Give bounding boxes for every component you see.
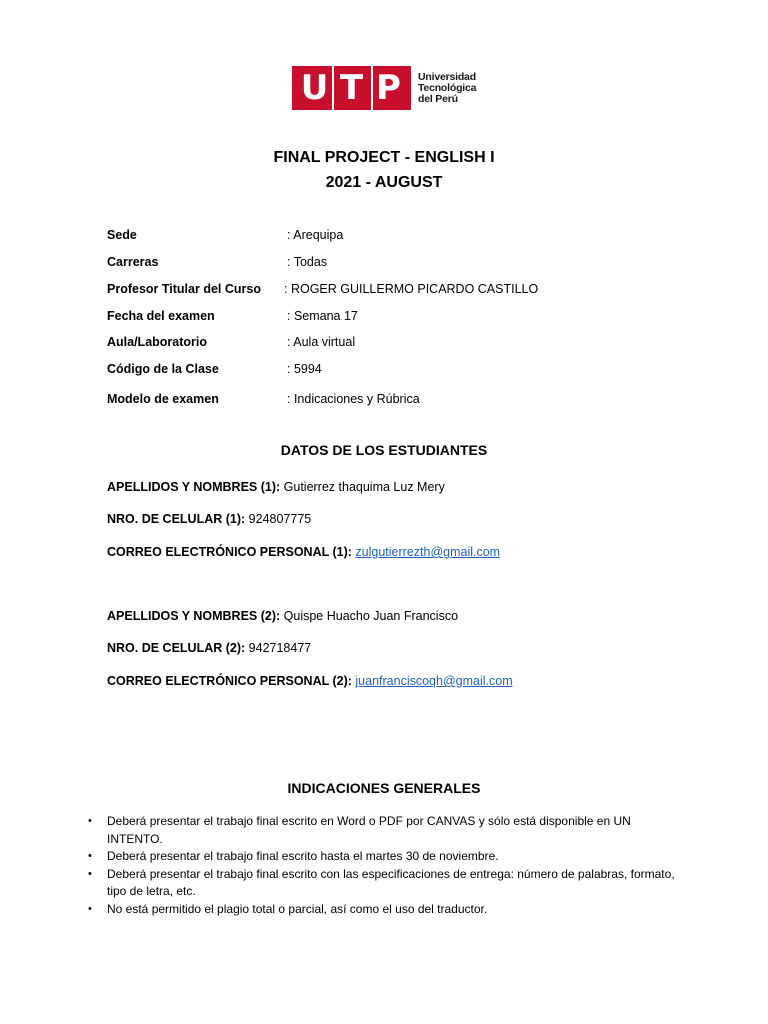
student-phone-label: NRO. DE CELULAR (1):	[107, 512, 246, 526]
indications-heading: INDICACIONES GENERALES	[287, 780, 481, 796]
indication-text: Deberá presentar el trabajo final escrito con las especificaciones de entrega: número de palabras, formato, tipo de letra, etc.	[107, 866, 675, 898]
student-name-label: APELLIDOS Y NOMBRES (2):	[107, 609, 281, 623]
info-value: : 5994	[287, 362, 322, 376]
utp-logo	[292, 66, 476, 110]
list-item	[88, 848, 678, 866]
logo-letter-t: T	[339, 68, 364, 108]
utp-logo-mark	[292, 66, 411, 110]
info-value: : Aula virtual	[287, 335, 356, 349]
info-label: Aula/Laboratorio	[107, 335, 208, 349]
student-email-link[interactable]: zulgutierrezth@gmail.com	[355, 545, 501, 559]
document-title: FINAL PROJECT - ENGLISH I	[273, 149, 495, 166]
student-name-value: Gutierrez thaquima Luz Mery	[280, 480, 445, 494]
info-label: Carreras	[107, 255, 159, 269]
student-name-label: APELLIDOS Y NOMBRES (1):	[107, 480, 281, 494]
student-1-phone-line	[107, 510, 311, 528]
student-email-label: CORREO ELECTRÓNICO PERSONAL (2):	[107, 674, 352, 688]
student-phone-label: NRO. DE CELULAR (2):	[107, 641, 246, 655]
logo-divider	[371, 66, 373, 110]
indication-text: Deberá presentar el trabajo final escrito en Word o PDF por CANVAS y sólo está disponible en UN INTENTO.	[107, 814, 631, 846]
bullet-icon: •	[88, 815, 92, 827]
indications-list	[88, 813, 678, 918]
logo-line: Universidad	[418, 70, 476, 83]
student-phone-value: 924807775	[245, 512, 312, 526]
bullet-icon: •	[88, 867, 92, 880]
logo-letter-u: U	[300, 68, 329, 108]
info-value: : Todas	[287, 255, 328, 269]
student-2-phone-line	[107, 639, 311, 657]
student-2-name-line	[107, 607, 458, 625]
info-label: Sede	[107, 228, 137, 242]
document-subtitle: 2021 - AUGUST	[325, 174, 443, 191]
logo-divider	[332, 66, 334, 110]
indication-text: No está permitido el plagio total o parcial, así como el uso del traductor.	[107, 901, 488, 916]
student-1-name-line	[107, 478, 445, 496]
indication-text: Deberá presentar el trabajo final escrito hasta el martes 30 de noviembre.	[107, 849, 499, 863]
info-label: Código de la Clase	[107, 362, 219, 376]
students-heading: DATOS DE LOS ESTUDIANTES	[280, 442, 488, 458]
student-1-email-line	[107, 543, 500, 561]
info-value: : Arequipa	[287, 228, 344, 242]
logo-line: del Perú	[418, 92, 458, 105]
info-label: Fecha del examen	[107, 309, 215, 323]
student-name-value: Quispe Huacho Juan Francisco	[280, 609, 459, 623]
bullet-icon: •	[88, 902, 92, 915]
list-item	[88, 813, 678, 848]
student-email-link[interactable]: juanfranciscoqh@gmail.com	[355, 674, 513, 688]
info-value: : Indicaciones y Rúbrica	[287, 392, 420, 406]
student-2-email-line	[107, 672, 513, 690]
student-phone-value: 942718477	[245, 641, 312, 655]
list-item	[88, 901, 678, 919]
info-label: Profesor Titular del Curso	[107, 282, 261, 296]
logo-letter-p: P	[376, 68, 401, 108]
logo-line: Tecnológica	[418, 81, 477, 94]
list-item	[88, 866, 678, 901]
bullet-icon: •	[88, 850, 92, 862]
logo-university-name	[418, 72, 476, 105]
info-value: : ROGER GUILLERMO PICARDO CASTILLO	[284, 282, 539, 296]
info-value: : Semana 17	[287, 309, 358, 323]
info-label: Modelo de examen	[107, 392, 219, 406]
student-email-label: CORREO ELECTRÓNICO PERSONAL (1):	[107, 545, 352, 559]
